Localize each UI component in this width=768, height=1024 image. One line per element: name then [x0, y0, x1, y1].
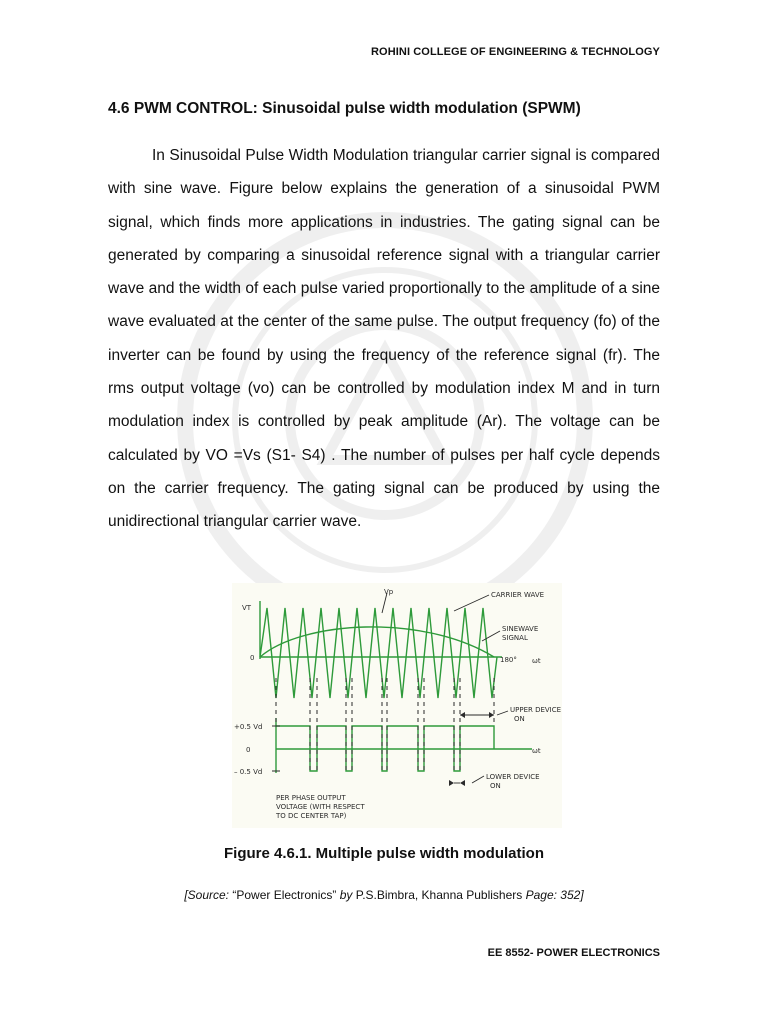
- label-omega-t-bottom: ωt: [532, 747, 541, 755]
- label-sinewave: SINEWAVE: [502, 625, 539, 633]
- carrier-wave-line: [260, 608, 497, 698]
- label-per-phase-output: PER PHASE OUTPUT: [276, 794, 346, 802]
- label-signal: SIGNAL: [502, 634, 528, 642]
- source-prefix: [Source:: [184, 888, 233, 902]
- source-page: Page: 352]: [525, 888, 584, 902]
- label-vt: VT: [242, 604, 252, 612]
- label-zero-top: 0: [250, 654, 255, 662]
- label-dc-center-tap: TO DC CENTER TAP): [276, 812, 347, 820]
- section-title: 4.6 PWM CONTROL: Sinusoidal pulse width modulation (SPWM): [108, 100, 581, 117]
- label-180-degrees: 180°: [500, 656, 517, 664]
- label-lower-device: LOWER DEVICE: [486, 773, 540, 781]
- source-by: by: [336, 888, 356, 902]
- source-author: P.S.Bimbra, Khanna Publishers: [355, 888, 526, 902]
- body-paragraph: [108, 139, 660, 539]
- label-carrier-wave: CARRIER WAVE: [491, 591, 545, 599]
- label-zero-bottom: 0: [246, 746, 251, 754]
- spwm-figure: [232, 583, 562, 828]
- label-voltage-with-respect: VOLTAGE (WITH RESPECT: [276, 803, 365, 811]
- label-omega-t-top: ωt: [532, 657, 541, 665]
- label-negative-half-vd: – 0.5 Vd: [234, 768, 263, 776]
- source-title: “Power Electronics”: [232, 888, 337, 902]
- figure-source: [0, 888, 768, 902]
- body-paragraph-text: In Sinusoidal Pulse Width Modulation triangular carrier signal is compared with sine wave. Figure below explains the generation of a sinusoidal PWM signal, which finds more applications in industries. The gating signal can be generated by comparing a sinusoidal reference signal with a triangular carrier wave and the width of each pulse varied proportionally to the amplitude of a sine wave evaluated at the center of the same pulse. The output frequency (fo) of the inverter can be found by using the frequency of the reference signal (fr). The rms output voltage (vo) can be controlled by modulation index M and in turn modulation index is controlled by peak amplitude (Ar). The voltage can be calculated by VO =Vs (S1- S4) . The number of pulses per half cycle depends on the carrier frequency. The gating signal can be produced by using the unidirectional triangular carrier wave.: [108, 147, 660, 531]
- label-positive-half-vd: +0.5 Vd: [234, 723, 263, 731]
- page-footer-course: EE 8552- POWER ELECTRONICS: [487, 947, 660, 959]
- label-upper-on: ON: [514, 715, 525, 723]
- label-lower-on: ON: [490, 782, 501, 790]
- label-upper-device: UPPER DEVICE: [510, 706, 562, 714]
- label-vp: Vp: [384, 588, 394, 596]
- spwm-diagram: [232, 583, 562, 828]
- page-header-institution: ROHINI COLLEGE OF ENGINEERING & TECHNOLOGY: [371, 46, 660, 58]
- figure-caption: Figure 4.6.1. Multiple pulse width modulation: [223, 845, 545, 862]
